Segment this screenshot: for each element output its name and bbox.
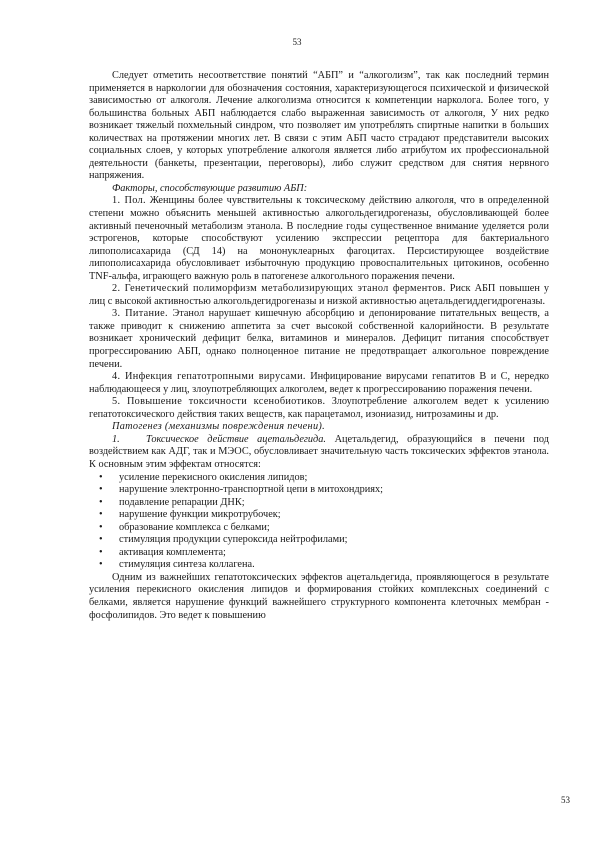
closing-paragraph: Одним из важнейших гепатотоксических эффектов ацетальдегида, проявляющегося в результате усиления перекисного окисления липидов и формирования стойких комплексных соединений с белками, является нарушение функций важнейшего структурного компонента клеточных мембран - фосфолипидов. Это ведет к повышению [89,571,549,621]
page-number-top: 53 [292,37,302,47]
factor-item [89,283,549,308]
factor-text: Женщины более чувствительны к токсическому действию алкоголя, что в определенной степени можно объяснить меньшей активностью алкогольдегидрогеназы, обусловливающей более активный печеночный метаболизм этанола. В последние годы существенное внимание уделяется роли эстрогенов, которые способствуют усилению экспрессии рецептора для бактериального липополисахарида (СД 14) на мононуклеарных фагоцитах. Персистирующее воздействие липополисахарида обусловливает избыточную продукцию провоспалительных цитокинов, особенно TNF-альфа, играющего важную роль в патогенезе алкогольного поражения печени. [89,195,549,282]
list-item: • усиление перекисного окисления липидов; [99,472,549,485]
factor-text: Злоупотребление алкоголем ведет к усилению гепатотоксического действия таких веществ, как парацетамол, изониазид, нитрозамины и др. [89,396,550,420]
factor-title: 4. Инфекция гепатотропными вирусами. [112,371,306,383]
factor-title: 1. Пол. [112,195,146,207]
page-number-bottom: 53 [561,795,570,805]
factor-text: Инфицирование вирусами гепатитов В и С, нередко наблюдающееся у лиц, злоупотребляющих алкоголем, ведет к прогрессированию поражения печени. [89,371,549,395]
factor-title: 2. Генетический полиморфизм метаболизирующих этанол ферментов. [112,283,446,295]
list-item: • активация комплемента; [99,547,549,560]
toxic-number: 1. [112,433,120,445]
pathogenesis-heading [89,421,549,434]
factors-heading-text: Факторы, способствующие развитию АБП: [112,182,308,194]
pathogenesis-heading-text: Патогенез (механизмы повреждения печени). [112,421,325,433]
list-item: • нарушение электронно-транспортной цепи в митохондриях; [99,484,549,497]
factor-item [89,195,549,283]
toxic-text: Ацетальдегид, образующийся в печени под воздействием как АДГ, так и МЭОС, обусловливает значительную часть токсических эффектов этанола. К основным этим эффектам относятся: [89,433,550,470]
list-item: • нарушение функции микротрубочек; [99,509,549,522]
factor-item [89,396,549,421]
toxic-action-paragraph [89,434,549,472]
toxic-title: Токсическое действие ацетальдегида. [146,433,326,445]
factor-title: 5. Повышение токсичности ксенобиотиков. [112,396,326,408]
factor-title: 3. Питание. [112,308,168,320]
list-item: • образование комплекса с белками; [99,522,549,535]
factors-heading [89,183,549,196]
effects-list [89,472,549,572]
factor-text: Риск АБП повышен у лиц с высокой активностью алкогольдегидрогеназы и низкой активностью ацетальдегиддегидрогеназы. [89,283,549,307]
list-item: • подавление репарации ДНК; [99,497,549,510]
page-body [89,70,549,622]
factor-text: Этанол нарушает кишечную абсорбцию и депонирование питательных веществ, а также приводит к снижению аппетита за счет высокой собственной калорийности. В результате возникает хронический дефицит белка, витаминов и минералов. Дефицит питания способствует прогрессированию АБП, однако полноценное питание не предотвращает алкогольное повреждение печени. [89,308,550,370]
factor-item [89,371,549,396]
list-item: • стимуляция синтеза коллагена. [99,559,549,572]
factor-item [89,308,549,371]
intro-paragraph: Следует отметить несоответствие понятий “АБП” и “алкоголизм”, так как последний термин применяется в наркологии для обозначения состояния, характеризующегося психической и физической зависимостью от алкоголя. Лечение алкоголизма относится к компетенции нарколога. Более того, у большинства больных АБП наблюдается слабо выраженная зависимость от алкоголя, У них редко возникает тяжелый похмельный синдром, что позволяет им употреблять спиртные напитки в больших количествах на протяжении многих лет. В связи с этим АБП часто страдают представители высоких социальных слоев, у которых употребление алкоголя является либо атрибутом их профессиональной деятельности (банкеты, презентации, переговоры), либо служит средством для снятия нервного напряжения. [89,70,549,182]
list-item: • стимуляция продукции супероксида нейтрофилами; [99,534,549,547]
